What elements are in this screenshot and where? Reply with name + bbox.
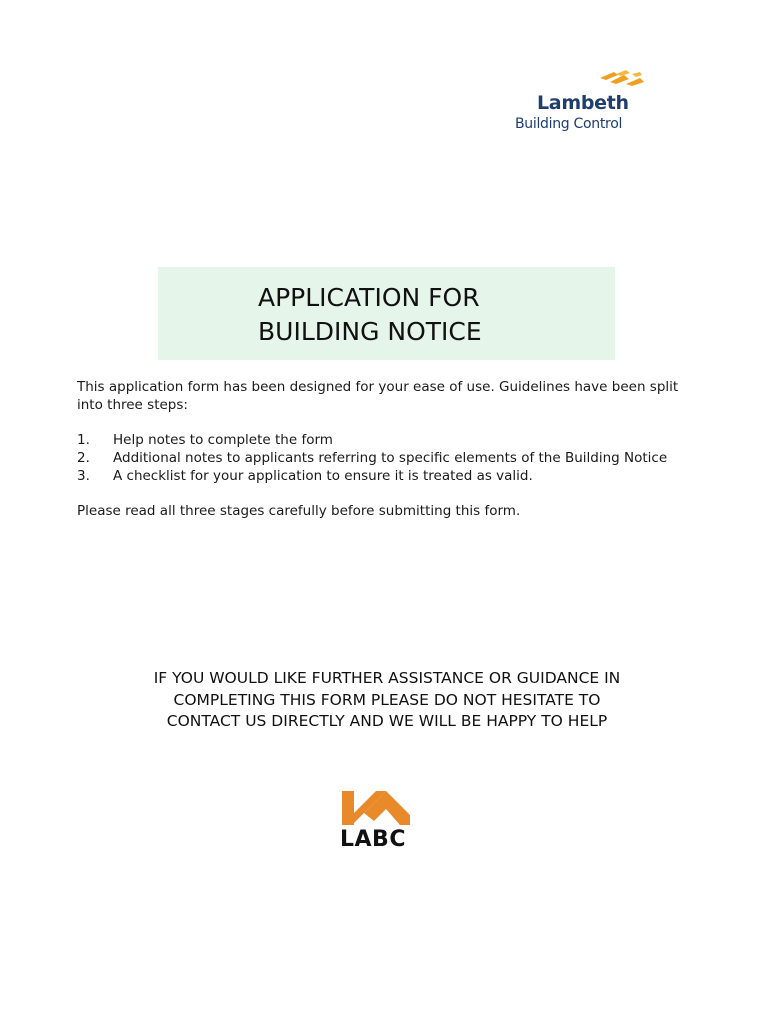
- steps-list: [77, 431, 697, 485]
- title-box: [158, 267, 615, 360]
- list-item: [77, 449, 697, 467]
- step-number: 2.: [77, 450, 90, 466]
- labc-logo: [340, 789, 424, 851]
- step-text: A checklist for your application to ensure it is treated as valid.: [113, 468, 533, 484]
- step-text: Help notes to complete the form: [113, 432, 333, 448]
- title-line-2: BUILDING NOTICE: [258, 317, 482, 346]
- assistance-line-3: CONTACT US DIRECTLY AND WE WILL BE HAPPY TO HELP: [166, 712, 608, 730]
- step-number: 3.: [77, 468, 90, 484]
- logo-name: Lambeth: [537, 92, 629, 114]
- intro-paragraph: This application form has been designed for your ease of use. Guidelines have been split into three steps:: [77, 379, 679, 413]
- list-item: [77, 431, 697, 449]
- list-item: [77, 467, 697, 485]
- assistance-line-1: IF YOU WOULD LIKE FURTHER ASSISTANCE OR GUIDANCE IN: [153, 669, 621, 687]
- assistance-line-2: COMPLETING THIS FORM PLEASE DO NOT HESITATE TO: [173, 690, 601, 709]
- labc-roof-icon: [340, 789, 416, 825]
- lambeth-logo: [510, 70, 650, 136]
- logo-subtitle: Building Control: [515, 116, 623, 132]
- read-note: Please read all three stages carefully before submitting this form.: [77, 503, 521, 519]
- title-line-1: APPLICATION FOR: [258, 283, 480, 312]
- step-number: 1.: [77, 432, 90, 448]
- labc-text: LABC: [340, 827, 406, 852]
- assistance-message: [100, 668, 674, 733]
- lambeth-roof-icon: [596, 70, 646, 92]
- step-text: Additional notes to applicants referring to specific elements of the Building Notice: [113, 450, 668, 466]
